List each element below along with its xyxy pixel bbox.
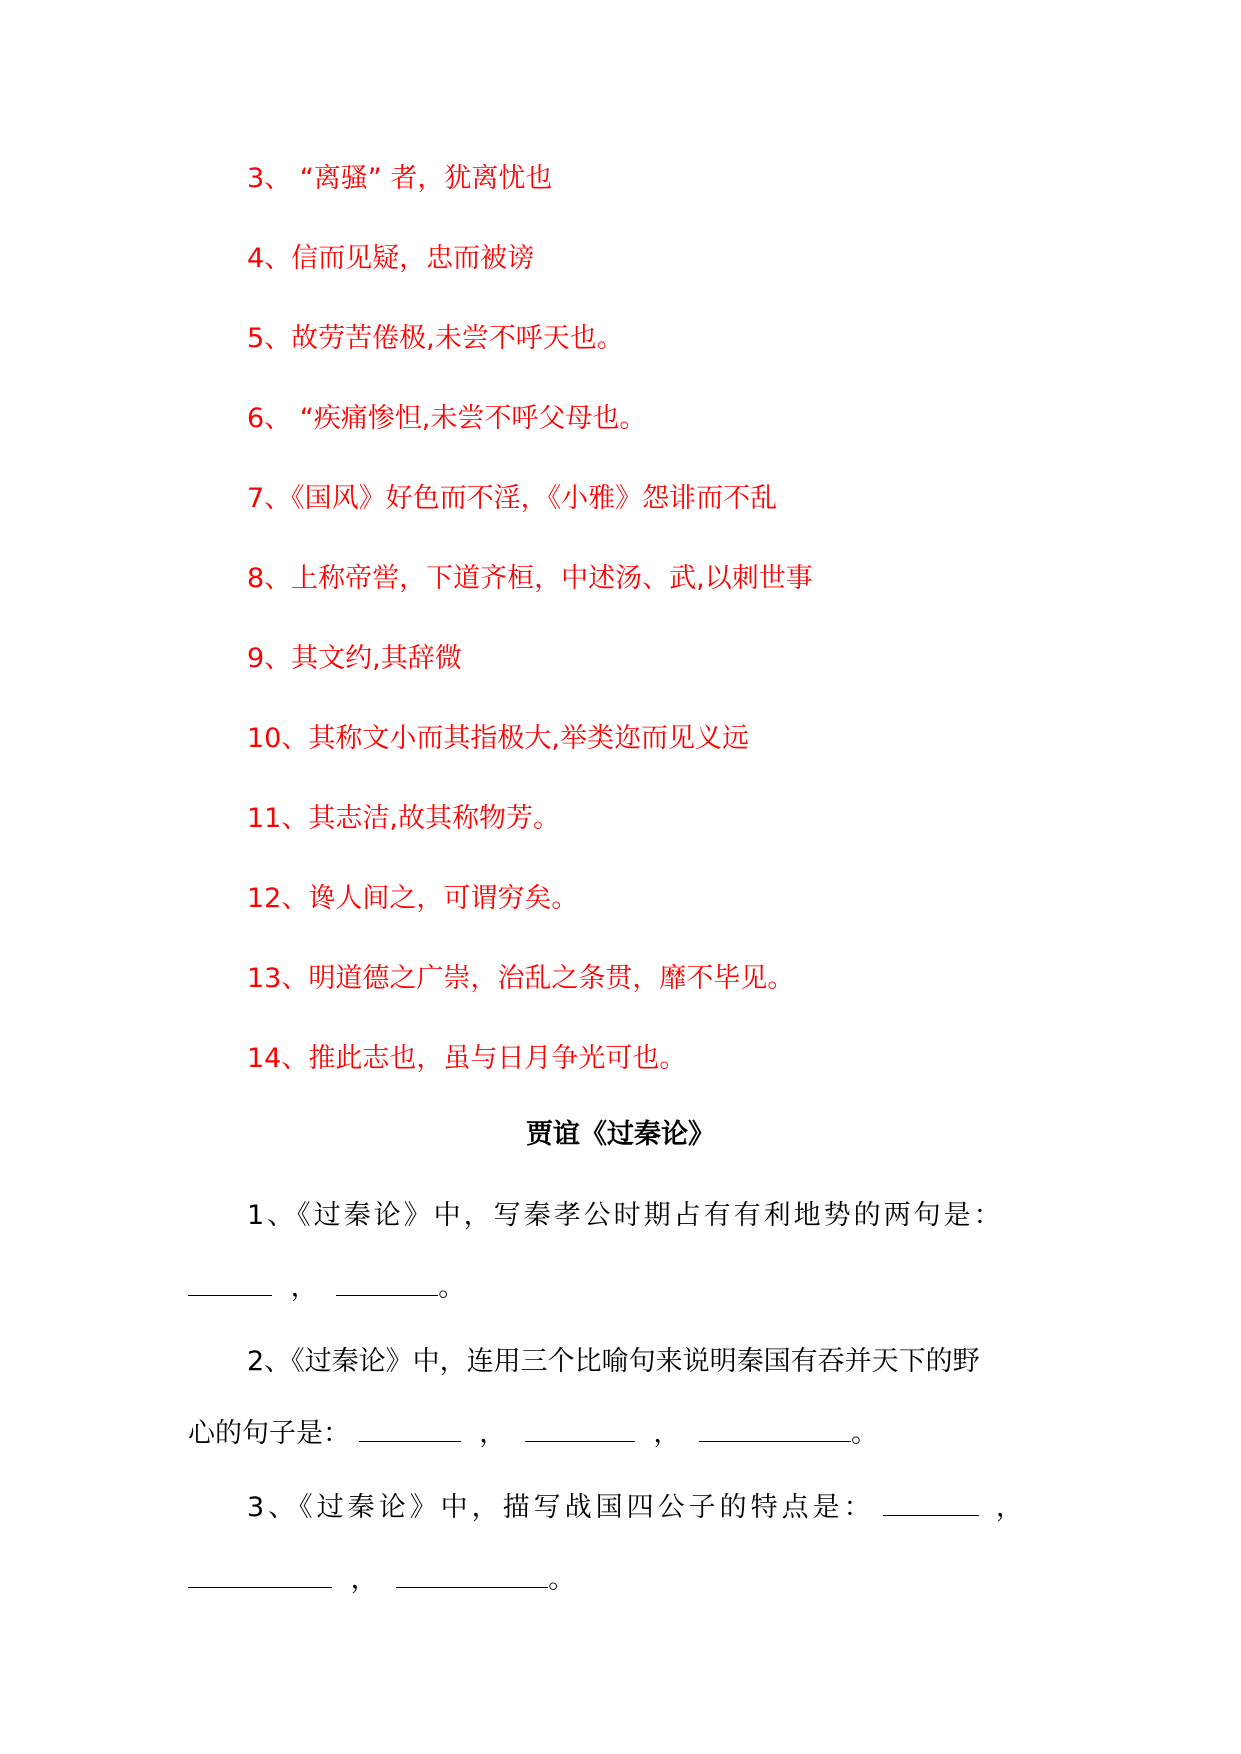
question-2-line2 [188,1416,878,1452]
period: 。 [548,1564,576,1595]
answer-blank[interactable] [359,1419,461,1442]
question-3-line2 [188,1562,575,1598]
answer-blank[interactable] [699,1419,851,1442]
question-1-blanks [188,1270,465,1306]
answer-line: 3、 “离骚” 者，犹离忧也 [247,163,553,194]
question-3-line1 [247,1490,1023,1526]
question-2-text: 2、《过秦论》中，连用三个比喻句来说明秦国有吞并天下的野 [247,1346,980,1377]
comma: ， [290,1272,318,1303]
comma: ， [653,1418,681,1449]
answer-blank[interactable] [396,1565,548,1588]
answer-blank[interactable] [188,1273,272,1296]
answer-line: 9、其文约,其辞微 [247,643,462,674]
answer-line: 14、推此志也，虽与日月争光可也。 [247,1043,687,1074]
answer-line: 6、 “疾痛惨怛,未尝不呼父母也。 [247,403,647,434]
answer-line: 8、上称帝喾，下道齐桓，中述汤、武,以刺世事 [247,563,813,594]
answer-line: 13、明道德之广崇，治乱之条贯，靡不毕见。 [247,963,795,994]
answer-blank[interactable] [883,1493,979,1516]
comma: ， [479,1418,507,1449]
comma: ， [350,1564,378,1595]
answer-line: 4、信而见疑，忠而被谤 [247,243,535,274]
section-title: 贾谊《过秦论》 [526,1119,715,1150]
answer-line: 11、其志洁,故其称物芳。 [247,803,560,834]
answer-line: 12、谗人间之，可谓穷矣。 [247,883,579,914]
answer-blank[interactable] [188,1565,332,1588]
answer-blank[interactable] [336,1273,438,1296]
answer-blank[interactable] [525,1419,635,1442]
comma: ， [995,1492,1023,1523]
period: 。 [438,1272,466,1303]
answer-line: 5、故劳苦倦极,未尝不呼天也。 [247,323,624,354]
question-3-prefix: 3、《过秦论》中，描写战国四公子的特点是： [247,1492,875,1523]
question-1-text: 1、《过秦论》中，写秦孝公时期占有有利地势的两句是： [247,1200,1004,1231]
question-2-prefix: 心的句子是： [188,1418,350,1449]
period: 。 [850,1418,878,1449]
answer-line: 10、其称文小而其指极大,举类迩而见义远 [247,723,749,754]
answer-line: 7、《国风》好色而不淫，《小雅》怨诽而不乱 [247,483,778,514]
